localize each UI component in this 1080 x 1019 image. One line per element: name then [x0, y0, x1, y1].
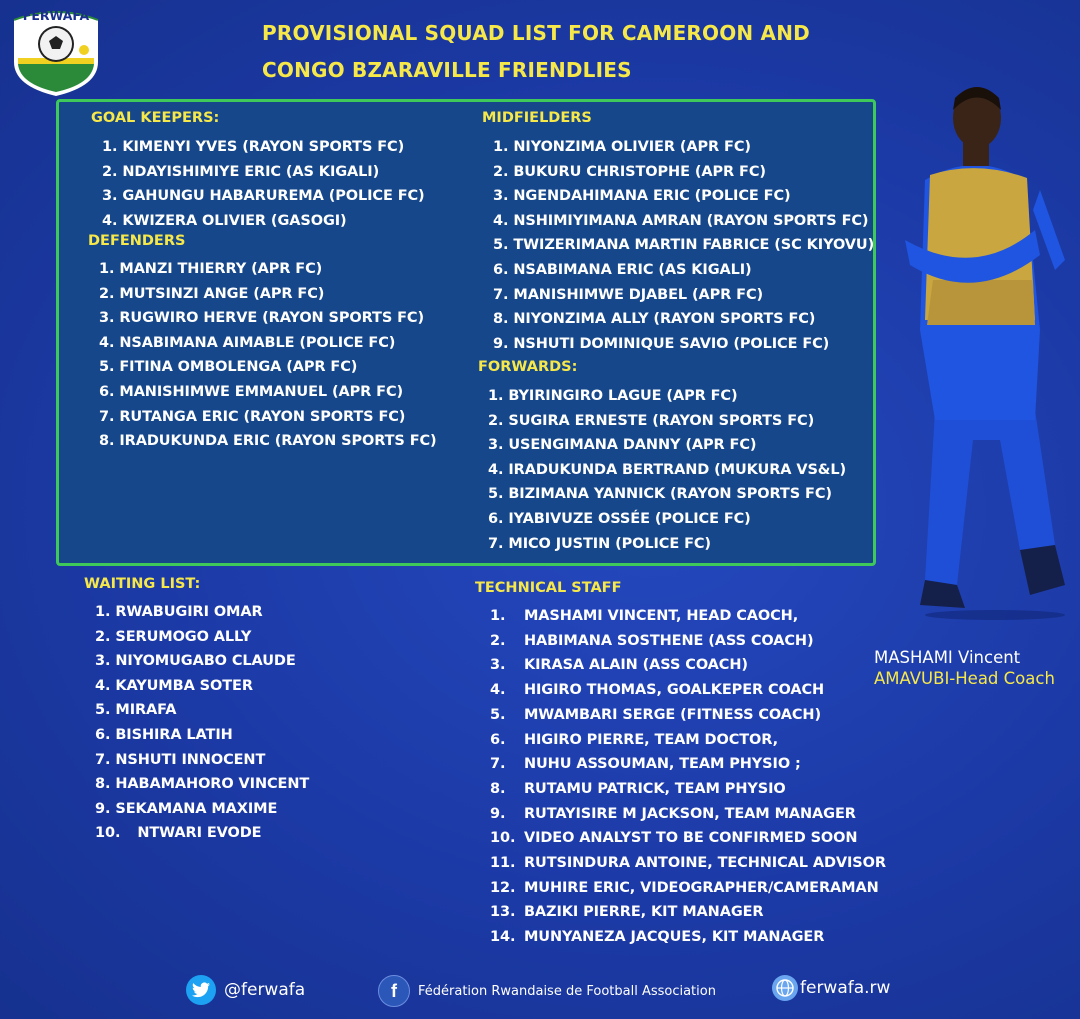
list-item: [490, 703, 886, 728]
item-number: 6.: [493, 261, 509, 278]
item-number: 1.: [102, 139, 118, 155]
globe-icon: [772, 975, 798, 1001]
title-line-1: PROVISIONAL SQUAD LIST FOR CAMEROON AND: [262, 21, 810, 45]
item-number: 2.: [102, 163, 118, 180]
website-url: ferwafa.rw: [800, 978, 891, 998]
item-name: IYABIVUZE OSSÉE (POLICE FC): [508, 510, 751, 527]
list-item: [488, 507, 846, 532]
list-item: [493, 209, 874, 234]
item-name: NGENDAHIMANA ERIC (POLICE FC): [513, 188, 791, 205]
item-number: 1.: [95, 604, 111, 620]
item-name: MIRAFA: [115, 702, 177, 719]
item-number: 7.: [490, 756, 506, 773]
footer-website[interactable]: [772, 975, 890, 1001]
list-item: [493, 283, 874, 308]
item-name: KIMENYI YVES (RAYON SPORTS FC): [122, 139, 405, 155]
list-item: [99, 282, 437, 307]
list-item: [490, 900, 886, 925]
item-number: 10.: [490, 830, 516, 847]
item-number: 4.: [102, 212, 118, 229]
list-item: [490, 925, 886, 950]
item-number: 5.: [95, 702, 111, 719]
item-number: 7.: [493, 286, 509, 303]
item-number: 4.: [99, 334, 115, 351]
item-name: MANZI THIERRY (APR FC): [119, 261, 323, 277]
list-item: [102, 184, 425, 209]
item-name: MASHAMI VINCENT, HEAD CAOCH,: [523, 608, 799, 624]
list-item: [490, 777, 886, 802]
list-item: [99, 257, 437, 282]
list-item: [490, 802, 886, 827]
list-item: [488, 409, 846, 434]
list-item: [99, 355, 437, 380]
goalkeepers-list: [102, 135, 425, 233]
item-name: FITINA OMBOLENGA (APR FC): [119, 359, 358, 376]
list-item: [488, 458, 846, 483]
item-name: HIGIRO PIERRE, TEAM DOCTOR,: [523, 731, 778, 748]
item-name: KIRASA ALAIN (ASS COACH): [523, 657, 748, 674]
item-number: 13.: [490, 904, 516, 921]
coach-name: MASHAMI Vincent: [874, 648, 1021, 667]
item-name: KWIZERA OLIVIER (GASOGI): [122, 212, 347, 229]
item-number: 4.: [490, 682, 506, 699]
item-name: IRADUKUNDA BERTRAND (MUKURA VS&L): [508, 461, 847, 478]
list-item: [95, 748, 309, 773]
item-number: 3.: [99, 310, 115, 327]
item-name: GAHUNGU HABARUREMA (POLICE FC): [122, 188, 425, 205]
list-item: [490, 876, 886, 901]
forwards-heading: FORWARDS:: [478, 359, 578, 375]
item-name: SUGIRA ERNESTE (RAYON SPORTS FC): [508, 412, 815, 429]
item-name: NSABIMANA ERIC (AS KIGALI): [513, 261, 752, 278]
item-number: 7.: [95, 751, 111, 768]
item-name: MWAMBARI SERGE (FITNESS COACH): [523, 706, 821, 723]
list-item: [490, 653, 886, 678]
item-name: RUTAYISIRE M JACKSON, TEAM MANAGER: [523, 805, 856, 822]
technical-staff-list: [490, 604, 886, 950]
item-name: MANISHIMWE EMMANUEL (APR FC): [119, 383, 404, 400]
item-name: BYIRINGIRO LAGUE (APR FC): [508, 388, 738, 404]
list-item: [490, 752, 886, 777]
item-number: 2.: [95, 628, 111, 645]
item-number: 9.: [493, 335, 509, 352]
forwards-list: [488, 384, 846, 556]
list-item: [490, 851, 886, 876]
item-name: NIYONZIMA OLIVIER (APR FC): [513, 139, 751, 155]
item-name: SERUMOGO ALLY: [115, 628, 252, 645]
list-item: [95, 772, 309, 797]
twitter-handle: @ferwafa: [224, 980, 306, 1000]
item-number: 5.: [490, 706, 506, 723]
item-number: 6.: [99, 383, 115, 400]
item-name: NTWARI EVODE: [137, 825, 262, 842]
item-number: 3.: [102, 188, 118, 205]
item-number: 2.: [99, 285, 115, 302]
midfielders-list: [493, 135, 874, 356]
item-name: VIDEO ANALYST TO BE CONFIRMED SOON: [523, 830, 858, 847]
title-line-2: CONGO BZARAVILLE FRIENDLIES: [262, 58, 632, 82]
item-name: NSABIMANA AIMABLE (POLICE FC): [119, 334, 396, 351]
list-item: [95, 723, 309, 748]
list-item: [102, 209, 425, 234]
facebook-icon: f: [378, 975, 410, 1007]
waiting-list-heading: WAITING LIST:: [84, 576, 201, 592]
item-name: RWABUGIRI OMAR: [115, 604, 263, 620]
item-number: 9.: [490, 805, 506, 822]
item-name: USENGIMANA DANNY (APR FC): [508, 437, 757, 454]
item-number: 4.: [493, 212, 509, 229]
midfielders-heading: MIDFIELDERS: [482, 110, 592, 126]
coach-role: AMAVUBI-Head Coach: [874, 669, 1055, 688]
technical-staff-heading: TECHNICAL STAFF: [475, 580, 622, 596]
item-number: 6.: [488, 510, 504, 527]
item-name: HIGIRO THOMAS, GOALKEPER COACH: [523, 682, 825, 699]
item-number: 8.: [493, 311, 509, 328]
item-name: NSHIMIYIMANA AMRAN (RAYON SPORTS FC): [513, 212, 869, 229]
item-number: 3.: [490, 657, 506, 674]
list-item: [493, 184, 874, 209]
item-number: 5.: [493, 237, 509, 254]
item-number: 8.: [95, 776, 111, 793]
item-number: 6.: [95, 726, 111, 743]
item-number: 4.: [488, 461, 504, 478]
item-name: TWIZERIMANA MARTIN FABRICE (SC KIYOVU): [513, 237, 875, 254]
item-name: KAYUMBA SOTER: [115, 677, 253, 694]
item-number: 8.: [490, 780, 506, 797]
item-number: 8.: [99, 433, 115, 450]
item-number: 3.: [493, 188, 509, 205]
item-number: 7.: [99, 408, 115, 425]
list-item: [95, 674, 309, 699]
item-number: 6.: [490, 731, 506, 748]
list-item: [490, 728, 886, 753]
list-item: [493, 160, 874, 185]
item-number: 12.: [490, 879, 516, 896]
list-item: [99, 429, 437, 454]
list-item: [490, 678, 886, 703]
item-name: NSHUTI INNOCENT: [115, 751, 266, 768]
list-item: [490, 629, 886, 654]
list-item: [493, 307, 874, 332]
item-name: RUTAMU PATRICK, TEAM PHYSIO: [523, 780, 786, 797]
list-item: [490, 604, 886, 629]
item-name: BIZIMANA YANNICK (RAYON SPORTS FC): [508, 486, 832, 503]
list-item: [95, 649, 309, 674]
list-item: [95, 797, 309, 822]
item-number: 7.: [488, 535, 504, 552]
item-number: 1.: [490, 608, 506, 624]
logo-text: FERWAFA: [22, 8, 90, 23]
list-item: [493, 332, 874, 357]
item-name: BAZIKI PIERRE, KIT MANAGER: [523, 904, 764, 921]
list-item: [95, 625, 309, 650]
item-name: NIYONZIMA ALLY (RAYON SPORTS FC): [513, 311, 816, 328]
item-name: NUHU ASSOUMAN, TEAM PHYSIO ;: [523, 756, 801, 773]
list-item: [493, 233, 874, 258]
footer-twitter[interactable]: [186, 975, 305, 1005]
item-name: NSHUTI DOMINIQUE SAVIO (POLICE FC): [513, 335, 830, 352]
list-item: [95, 821, 309, 846]
item-name: NDAYISHIMIYE ERIC (AS KIGALI): [122, 163, 380, 180]
list-item: [102, 135, 425, 160]
item-name: HABAMAHORO VINCENT: [115, 776, 310, 793]
list-item: [488, 384, 846, 409]
item-name: MUNYANEZA JACQUES, KIT MANAGER: [523, 929, 825, 946]
list-item: [102, 160, 425, 185]
item-name: MANISHIMWE DJABEL (APR FC): [513, 286, 764, 303]
item-number: 5.: [488, 486, 504, 503]
list-item: [99, 380, 437, 405]
item-name: HABIMANA SOSTHENE (ASS COACH): [523, 632, 814, 649]
list-item: [95, 698, 309, 723]
item-number: 1.: [99, 261, 115, 277]
item-number: 5.: [99, 359, 115, 376]
item-number: 1.: [493, 139, 509, 155]
list-item: [99, 331, 437, 356]
list-item: [488, 482, 846, 507]
list-item: [95, 600, 309, 625]
item-number: 9.: [95, 800, 111, 817]
item-number: 1.: [488, 388, 504, 404]
coach-photo: [895, 80, 1080, 620]
item-name: MUTSINZI ANGE (APR FC): [119, 285, 325, 302]
defenders-list: [99, 257, 437, 454]
item-number: 2.: [490, 632, 506, 649]
item-name: RUGWIRO HERVE (RAYON SPORTS FC): [119, 310, 424, 327]
twitter-icon: [186, 975, 216, 1005]
item-name: IRADUKUNDA ERIC (RAYON SPORTS FC): [119, 433, 437, 450]
item-name: MICO JUSTIN (POLICE FC): [508, 535, 711, 552]
item-name: BUKURU CHRISTOPHE (APR FC): [513, 163, 766, 180]
item-number: 10.: [95, 825, 121, 842]
waiting-list: [95, 600, 309, 846]
list-item: [493, 135, 874, 160]
list-item: [99, 405, 437, 430]
list-item: [493, 258, 874, 283]
list-item: [488, 433, 846, 458]
item-name: SEKAMANA MAXIME: [115, 800, 278, 817]
list-item: [490, 826, 886, 851]
item-name: MUHIRE ERIC, VIDEOGRAPHER/CAMERAMAN: [523, 879, 879, 896]
item-name: RUTANGA ERIC (RAYON SPORTS FC): [119, 408, 406, 425]
item-name: RUTSINDURA ANTOINE, TECHNICAL ADVISOR: [523, 855, 886, 872]
item-number: 3.: [488, 437, 504, 454]
item-number: 2.: [488, 412, 504, 429]
footer-facebook[interactable]: [378, 975, 716, 1007]
list-item: [488, 532, 846, 557]
item-name: BISHIRA LATIH: [115, 726, 233, 743]
facebook-page-name: Fédération Rwandaise de Football Association: [418, 983, 716, 999]
ferwafa-logo: [8, 6, 104, 98]
item-number: 4.: [95, 677, 111, 694]
goalkeepers-heading: GOAL KEEPERS:: [91, 110, 220, 126]
defenders-heading: DEFENDERS: [88, 233, 186, 249]
item-number: 11.: [490, 855, 516, 872]
item-number: 2.: [493, 163, 509, 180]
item-name: NIYOMUGABO CLAUDE: [115, 653, 296, 670]
list-item: [99, 306, 437, 331]
item-number: 3.: [95, 653, 111, 670]
item-number: 14.: [490, 929, 516, 946]
